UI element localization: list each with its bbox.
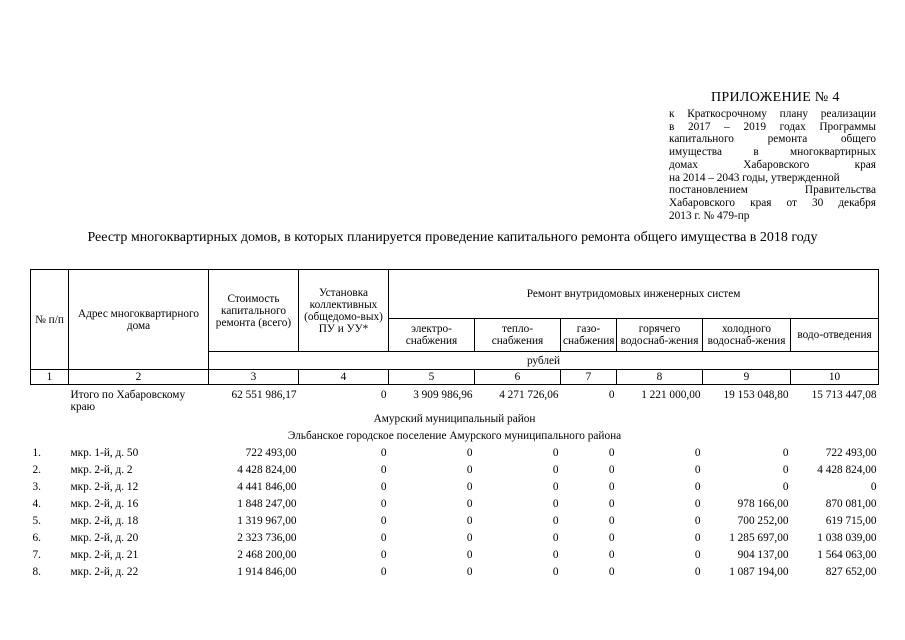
row-cell: 0: [380, 566, 387, 578]
district-name: Амурский муниципальный район: [373, 413, 536, 425]
column-number: 9: [703, 370, 791, 385]
row-address: мкр. 2-й, д. 20: [70, 532, 139, 544]
table-row: [31, 532, 879, 549]
row-cell: 2 323 736,00: [237, 532, 297, 544]
row-cell: 0: [552, 532, 559, 544]
row-number: 5.: [32, 515, 41, 527]
table-header: [31, 270, 879, 385]
row-cell: 0: [380, 447, 387, 459]
row-cell: 0: [694, 447, 701, 459]
settlement-row: [31, 430, 879, 447]
row-number: 4.: [32, 498, 41, 510]
total-cell: 3 909 986,96: [413, 389, 473, 401]
row-cell: 0: [552, 549, 559, 561]
appendix-note-line: домах Хабаровского края: [669, 158, 876, 171]
appendix-note-line: в 2017 – 2019 годах Программы: [669, 120, 876, 133]
row-cell: 0: [552, 447, 559, 459]
table-row: [31, 515, 879, 532]
header-meters: Установка коллективных (общедомо-вых) ПУ и УУ*: [299, 270, 389, 352]
row-address: мкр. 2-й, д. 12: [70, 481, 139, 493]
row-cell: 0: [608, 464, 615, 476]
column-number: 2: [69, 370, 209, 385]
row-number: 3.: [32, 481, 41, 493]
row-cell: 1 848 247,00: [237, 498, 297, 510]
row-cell: 0: [608, 481, 615, 493]
row-cell: 722 493,00: [245, 447, 297, 459]
row-number: 7.: [32, 549, 41, 561]
table-row: [31, 447, 879, 464]
appendix-note-line: капитального ремонта общего: [669, 133, 876, 146]
appendix-note-line: постановлением Правительства: [669, 184, 876, 197]
row-cell: 0: [380, 532, 387, 544]
table-row: [31, 464, 879, 481]
row-cell: 0: [694, 549, 701, 561]
column-number: 8: [617, 370, 703, 385]
row-cell: 0: [694, 481, 701, 493]
row-number: 8.: [32, 566, 41, 578]
table-row: [31, 498, 879, 515]
row-cell: 722 493,00: [825, 447, 877, 459]
column-number: 7: [561, 370, 617, 385]
row-cell: 0: [608, 532, 615, 544]
row-cell: 1 914 846,00: [237, 566, 297, 578]
row-cell: 0: [782, 447, 789, 459]
column-number: 6: [475, 370, 561, 385]
row-cell: 0: [608, 566, 615, 578]
total-label: Итого по Хабаровскому краю: [70, 389, 186, 413]
row-cell: 0: [466, 481, 473, 493]
header-address: Адрес многоквартирного дома: [69, 270, 209, 370]
header-engineering-group: Ремонт внутридомовых инженерных систем: [389, 270, 879, 319]
header-units: рублей: [209, 352, 879, 370]
row-cell: 4 428 824,00: [817, 464, 877, 476]
row-cell: 0: [694, 532, 701, 544]
header-heat: тепло-снабжения: [475, 319, 561, 352]
row-cell: 0: [608, 498, 615, 510]
row-cell: 0: [466, 447, 473, 459]
column-number: 1: [31, 370, 69, 385]
column-number: 3: [209, 370, 299, 385]
row-cell: 0: [552, 566, 559, 578]
row-address: мкр. 1-й, д. 50: [70, 447, 139, 459]
row-number: 1.: [32, 447, 41, 459]
settlement-name: Эльбанское городское поселение Амурского муниципального района: [287, 430, 622, 442]
row-cell: 1 564 063,00: [817, 549, 877, 561]
table-body: [31, 385, 879, 584]
total-cell: 15 713 447,08: [811, 389, 877, 401]
appendix-note-line: на 2014 – 2043 годы, утвержденной: [669, 171, 840, 184]
header-gas: газо-снабжения: [561, 319, 617, 352]
row-cell: 0: [380, 481, 387, 493]
total-cell: 19 153 048,80: [723, 389, 789, 401]
row-cell: 0: [466, 515, 473, 527]
row-cell: 0: [380, 515, 387, 527]
appendix-note-line: к Краткосрочному плану реализации: [669, 108, 876, 120]
row-cell: 1 285 697,00: [729, 532, 789, 544]
total-cell: 0: [380, 389, 387, 401]
column-number: 5: [389, 370, 475, 385]
row-address: мкр. 2-й, д. 18: [70, 515, 139, 527]
row-number: 2.: [32, 464, 41, 476]
table-row: [31, 566, 879, 583]
row-cell: 0: [466, 566, 473, 578]
row-cell: 4 428 824,00: [237, 464, 297, 476]
appendix-note-line: 2013 г. № 479-пр: [669, 209, 750, 222]
district-row: [31, 413, 879, 430]
header-cost: Стоимость капитального ремонта (всего): [209, 270, 299, 352]
row-cell: 904 137,00: [737, 549, 789, 561]
header-electric: электро-снабжения: [389, 319, 475, 352]
row-cell: 0: [380, 464, 387, 476]
row-cell: 0: [694, 464, 701, 476]
row-cell: 0: [782, 464, 789, 476]
column-number: 4: [299, 370, 389, 385]
row-cell: 0: [552, 464, 559, 476]
row-address: мкр. 2-й, д. 16: [70, 498, 139, 510]
header-sewer: водо-отведения: [791, 319, 879, 352]
row-cell: 0: [694, 566, 701, 578]
header-num: № п/п: [31, 270, 69, 370]
row-cell: 0: [870, 481, 877, 493]
row-address: мкр. 2-й, д. 21: [70, 549, 139, 561]
row-cell: 0: [552, 515, 559, 527]
appendix-title: ПРИЛОЖЕНИЕ № 4: [711, 90, 840, 105]
registry-table: [30, 269, 879, 583]
table-row: [31, 481, 879, 498]
row-address: мкр. 2-й, д. 22: [70, 566, 139, 578]
row-cell: 0: [694, 515, 701, 527]
row-cell: 978 166,00: [737, 498, 789, 510]
row-cell: 870 081,00: [825, 498, 877, 510]
row-number: 6.: [32, 532, 41, 544]
row-cell: 0: [380, 498, 387, 510]
row-cell: 2 468 200,00: [237, 549, 297, 561]
row-cell: 1 038 039,00: [817, 532, 877, 544]
row-cell: 0: [466, 464, 473, 476]
row-cell: 0: [380, 549, 387, 561]
document-title: Реестр многоквартирных домов, в которых планируется проведение капитального ремонта общего имущества в 2018 году: [87, 230, 818, 245]
header-cold-water: холодного водоснаб-жения: [703, 319, 791, 352]
total-cell: 0: [608, 389, 615, 401]
row-cell: 4 441 846,00: [237, 481, 297, 493]
total-cell: 1 221 000,00: [641, 389, 701, 401]
total-row: [31, 389, 879, 413]
row-address: мкр. 2-й, д. 2: [70, 464, 133, 476]
row-cell: 827 652,00: [825, 566, 877, 578]
row-cell: 619 715,00: [825, 515, 877, 527]
appendix-note-line: Хабаровского края от 30 декабря: [669, 196, 876, 209]
row-cell: 0: [552, 481, 559, 493]
row-cell: 1 319 967,00: [237, 515, 297, 527]
row-cell: 0: [466, 498, 473, 510]
row-cell: 0: [552, 498, 559, 510]
row-cell: 0: [608, 515, 615, 527]
row-cell: 1 087 194,00: [729, 566, 789, 578]
row-cell: 0: [466, 549, 473, 561]
row-cell: 700 252,00: [737, 515, 789, 527]
header-hot-water: горячего водоснаб-жения: [617, 319, 703, 352]
appendix-note: [669, 108, 876, 222]
row-cell: 0: [466, 532, 473, 544]
total-cell: 62 551 986,17: [231, 389, 297, 401]
row-cell: 0: [782, 481, 789, 493]
row-cell: 0: [608, 447, 615, 459]
table-row: [31, 549, 879, 566]
total-cell: 4 271 726,06: [499, 389, 559, 401]
column-numbers-row: [31, 370, 879, 385]
row-cell: 0: [608, 549, 615, 561]
appendix-note-line: имущества в многоквартирных: [669, 146, 876, 159]
row-cell: 0: [694, 498, 701, 510]
column-number: 10: [791, 370, 879, 385]
